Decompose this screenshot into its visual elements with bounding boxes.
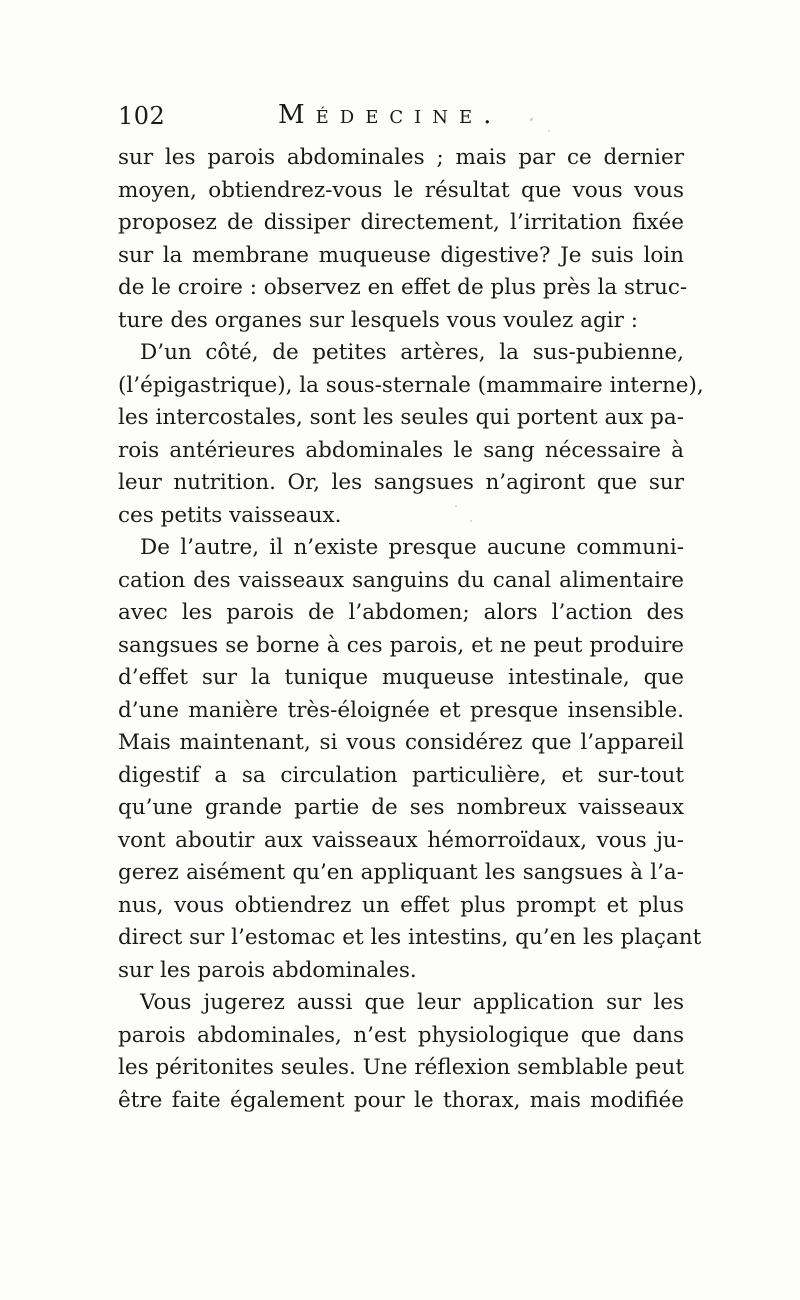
text-line: les péritonites seules. Une réflexion semblable peut	[118, 1055, 684, 1080]
text-line: rois antérieures abdominales le sang nécessaire à	[118, 437, 684, 463]
text-line: (l’épigastrique), la sous-sternale (mammaire interne),	[118, 372, 704, 398]
paper-speck	[530, 118, 533, 121]
text-line: sangsues se borne à ces parois, et ne peut produire	[118, 632, 684, 658]
text-line: gerez aisément qu’en appliquant les sangsues à l’a-	[118, 860, 684, 885]
text-line: moyen, obtiendrez-vous le résultat que vous vous	[118, 177, 684, 203]
text-line: direct sur l’estomac et les intestins, qu’en les plaçant	[118, 925, 702, 950]
text-line: leur nutrition. Or, les sangsues n’agiront que sur	[118, 470, 684, 495]
text-line: cation des vaisseaux sanguins du canal alimentaire	[118, 567, 684, 593]
text-line: ces petits vaisseaux.	[118, 502, 342, 528]
body-text	[118, 142, 704, 1117]
text-line: nus, vous obtiendrez un effet plus prompt et plus	[118, 892, 684, 918]
page-header	[118, 100, 698, 132]
text-line: les intercostales, sont les seules qui portent aux pa-	[118, 405, 684, 430]
text-line: qu’une grande partie de ses nombreux vaisseaux	[118, 795, 684, 820]
text-line: sur la membrane muqueuse digestive? Je suis loin	[118, 242, 684, 268]
text-line: proposez de dissiper directement, l’irritation fixée	[118, 210, 684, 235]
paper-speck	[470, 520, 472, 522]
paper-speck	[455, 505, 457, 507]
text-line: sur les parois abdominales.	[118, 957, 417, 983]
text-line: être faite également pour le thorax, mais modifiée	[118, 1087, 684, 1113]
text-line: De l’autre, il n’existe presque aucune communi-	[140, 535, 684, 560]
text-line: sur les parois abdominales ; mais par ce dernier	[118, 145, 684, 170]
text-line: d’effet sur la tunique muqueuse intestinale, que	[118, 665, 684, 690]
text-line: parois abdominales, n’est physiologique que dans	[118, 1022, 684, 1048]
text-line: avec les parois de l’abdomen; alors l’action des	[118, 600, 684, 625]
text-line: de le croire : observez en effet de plus près la struc-	[118, 275, 688, 300]
page-number: 102	[118, 102, 166, 130]
paper-speck	[560, 392, 562, 394]
text-line: Vous jugerez aussi que leur application sur les	[140, 990, 684, 1015]
text-line: digestif a sa circulation particulière, et sur-tout	[118, 762, 684, 788]
text-line: ture des organes sur lesquels vous voulez agir :	[118, 307, 638, 333]
paper-speck	[548, 130, 550, 132]
running-title: Médecine.	[278, 100, 503, 130]
text-line: Mais maintenant, si vous considérez que l’appareil	[118, 730, 684, 755]
text-line: D’un côté, de petites artères, la sus-pubienne,	[140, 340, 684, 365]
text-line: vont aboutir aux vaisseaux hémorroïdaux, vous ju-	[118, 827, 684, 853]
text-line: d’une manière très-éloignée et presque insensible.	[118, 697, 684, 723]
